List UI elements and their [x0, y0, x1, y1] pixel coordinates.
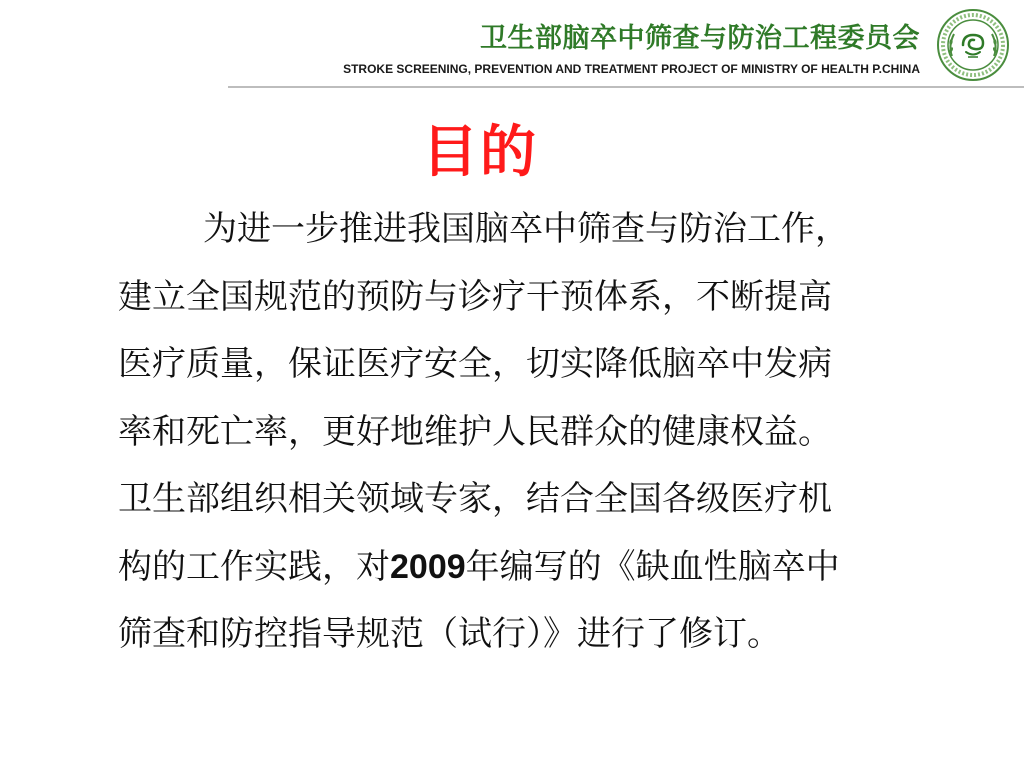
body-line-7: 筛查和防控指导规范（试行）》进行了修订。: [118, 614, 781, 654]
body-paragraph: [118, 196, 918, 669]
body-line-1: 为进一步推进我国脑卒中筛查与防治工作，: [203, 209, 849, 249]
body-line-3: 医疗质量，保证医疗安全，切实降低脑卒中发病: [118, 344, 832, 384]
body-line-6: [118, 534, 918, 602]
header-title-en: STROKE SCREENING, PREVENTION AND TREATMENT PROJECT OF MINISTRY OF HEALTH P.CHINA: [343, 62, 920, 76]
body-line-6-post: 年编写的《缺血性脑卒中: [465, 546, 840, 587]
body-line-6-pre: 构的工作实践，对: [118, 546, 390, 587]
slide-title: 目的: [422, 120, 538, 185]
body-line-4: 率和死亡率，更好地维护人民群众的健康权益。: [118, 411, 832, 452]
header-divider: [228, 86, 1024, 88]
body-line-5: 卫生部组织相关领域专家，结合全国各级医疗机: [118, 479, 832, 519]
body-line-2: 建立全国规范的预防与诊疗干预体系，不断提高: [118, 276, 832, 317]
header-title-cn: 卫生部脑卒中筛查与防治工程委员会: [480, 23, 920, 54]
year-number: 2009: [390, 547, 466, 586]
emblem-logo-icon: [936, 8, 1010, 82]
